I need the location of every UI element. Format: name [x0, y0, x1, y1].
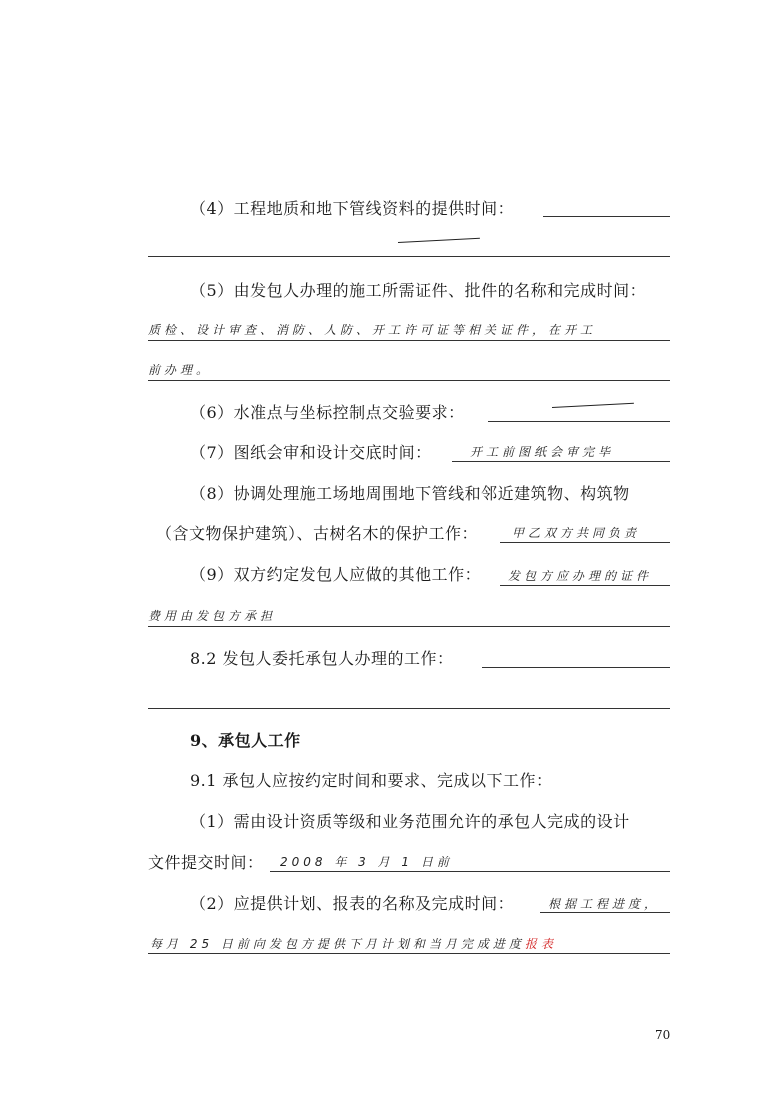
- item-5-answer-line-2-rule: [148, 380, 670, 381]
- item-8-answer-rule: [500, 542, 670, 543]
- item-7-label: （7）图纸会审和设计交底时间：: [190, 443, 432, 462]
- section-9-item-2-answer-line-1: 根据工程进度，: [548, 897, 661, 911]
- item-5-answer-line-1-rule: [148, 340, 670, 341]
- item-9-answer-line-1: 发包方应办理的证件: [508, 569, 653, 583]
- answer-text: 每月 25 日前向发包方提供下月计划和当月完成进度: [150, 937, 525, 951]
- section-9-item-1-answer: 2008 年 3 月 1 日前: [280, 855, 453, 869]
- section-9-item-1-line-1: （1）需由设计资质等级和业务范围允许的承包人完成的设计: [190, 812, 630, 831]
- section-9-1-text: 9.1 承包人应按约定时间和要求、完成以下工作：: [190, 771, 553, 790]
- item-5-answer-line-2: 前办理。: [148, 363, 213, 377]
- section-8-2-blank-line: [482, 667, 670, 668]
- item-7-answer: 开工前图纸会审完毕: [470, 445, 615, 459]
- item-9-answer-line-1-rule: [500, 585, 670, 586]
- answer-text-red: 报表: [524, 937, 557, 951]
- item-4-label: （4）工程地质和地下管线资料的提供时间：: [190, 199, 515, 218]
- section-9-item-2-answer-line-1-rule: [540, 912, 670, 913]
- item-5-answer-line-1: 质检、设计审查、消防、人防、开工许可证等相关证件，在开工: [148, 323, 597, 337]
- item-7-answer-rule: [452, 461, 670, 462]
- section-9-item-2-answer-line-2-rule: [148, 953, 670, 954]
- section-9-item-1-line-2: 文件提交时间：: [148, 853, 264, 872]
- item-5-label: （5）由发包人办理的施工所需证件、批件的名称和完成时间：: [190, 281, 647, 300]
- section-9-item-2-answer-line-2: [150, 936, 557, 952]
- item-9-answer-line-2: 费用由发包方承担: [148, 609, 277, 623]
- section-8-2-label: 8.2 发包人委托承包人办理的工作：: [190, 649, 454, 668]
- item-6-blank-line: [488, 421, 670, 422]
- strike-mark: [398, 238, 480, 243]
- item-8-answer: 甲乙双方共同负责: [512, 526, 641, 540]
- item-4-blank-line-2: [148, 256, 670, 257]
- page-number: 70: [655, 1028, 671, 1042]
- item-9-label: （9）双方约定发包人应做的其他工作：: [190, 565, 482, 584]
- item-6-label: （6）水准点与坐标控制点交验要求：: [190, 403, 465, 422]
- item-8-label-line-2: （含文物保护建筑）、古树名木的保护工作：: [156, 524, 479, 543]
- strike-mark-2: [552, 403, 634, 408]
- section-9-item-1-answer-rule: [270, 871, 670, 872]
- item-9-answer-line-2-rule: [148, 626, 670, 627]
- section-9-item-2-label: （2）应提供计划、报表的名称及完成时间：: [190, 894, 515, 913]
- section-8-2-blank-line-2: [148, 708, 670, 709]
- item-8-label-line-1: （8）协调处理施工场地周围地下管线和邻近建筑物、构筑物: [190, 484, 630, 503]
- section-9-heading: 9、承包人工作: [190, 731, 301, 750]
- item-4-blank-line: [543, 216, 670, 217]
